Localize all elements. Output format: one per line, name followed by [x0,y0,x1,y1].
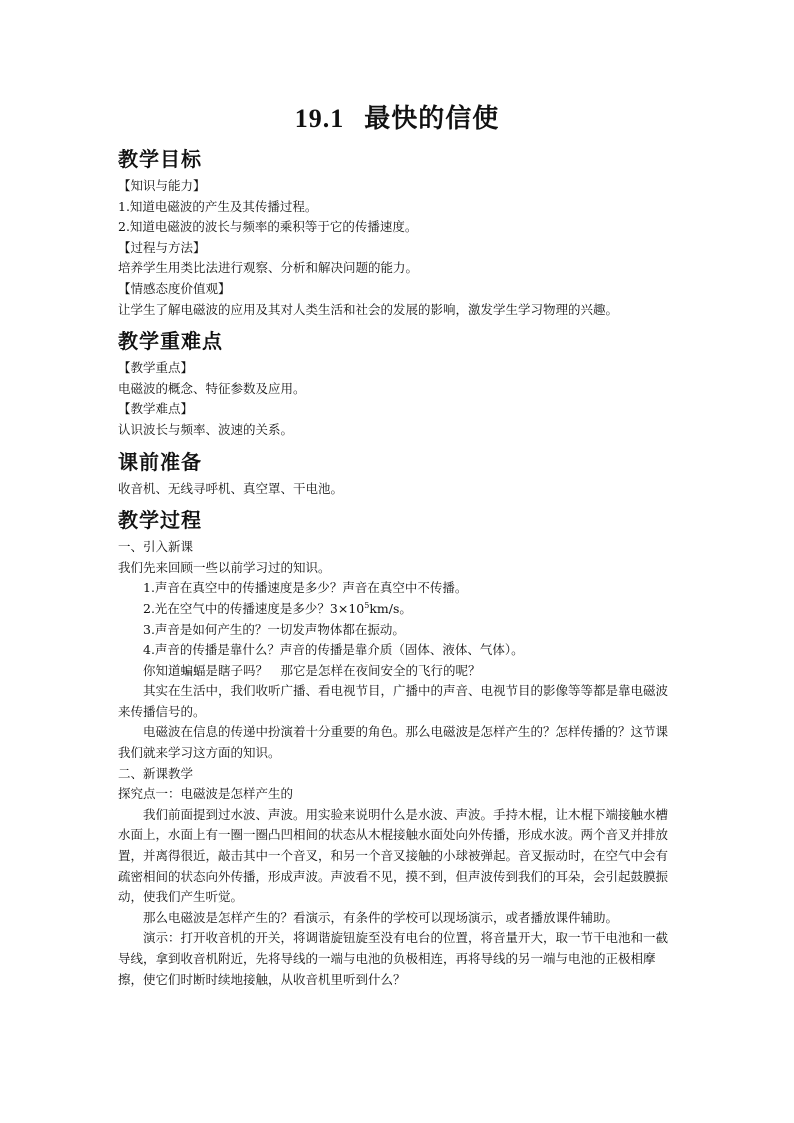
review-question-4: 4.声音的传播是靠什么？声音的传播是靠介质（固体、液体、气体）。 [143,642,524,658]
paragraph-demo: 演示：打开收音机的开关，将调谐旋钮旋至没有电台的位置，将音量开大，取一节干电池和一截导线，拿到收音机附近，先将导线的一端与电池的负极相连，再将导线的另一端与电池的正极相摩擦，使它们时断时续地接触，从收音机里听到什么？ [118,930,669,987]
knowledge-item-1: 1.知道电磁波的产生及其传播过程。 [118,198,318,214]
knowledge-item-2: 2.知道电磁波的波长与频率的乘积等于它的传播速度。 [118,219,418,235]
q2-text-post: km/s。 [369,600,412,616]
document-body [118,142,678,990]
label-focus: 【教学重点】 [118,360,194,376]
label-process-method: 【过程与方法】 [118,239,206,255]
preparation-items: 收音机、无线寻呼机、真空罩、干电池。 [118,480,344,496]
title-text: 最快的信使 [364,104,500,134]
bat-question: 你知道蝙蝠是瞎子吗？ 那它是怎样在夜间安全的飞行的呢？ [143,662,481,678]
focus-item: 电磁波的概念、特征参数及应用。 [118,380,306,396]
paragraph-how-generated: 那么电磁波是怎样产生的？看演示，有条件的学校可以现场演示，或者播放课件辅助。 [143,909,619,925]
intro-lead: 我们先来回顾一些以前学习过的知识。 [118,559,331,575]
heading-preparation: 课前准备 [118,449,202,474]
q2-text-pre: 2.光在空气中的传播速度是多少？3×10 [143,600,365,616]
page-title [0,98,794,135]
label-emotion: 【情感态度价值观】 [118,280,231,296]
process-method-item: 培养学生用类比法进行观察、分析和解决问题的能力。 [118,260,419,276]
difficulty-item: 认识波长与频率、波速的关系。 [118,421,294,437]
heading-keypoints: 教学重难点 [118,329,223,354]
title-number: 19.1 [294,104,345,133]
section-intro-label: 一、引入新课 [118,539,194,555]
heading-teaching-process: 教学过程 [118,508,202,533]
label-difficulty: 【教学难点】 [118,401,194,417]
section-new-lesson-label: 二、新课教学 [118,765,194,781]
review-question-2 [118,599,678,620]
emotion-item: 让学生了解电磁波的应用及其对人类生活和社会的发展的影响，激发学生学习物理的兴趣。 [118,301,619,317]
paragraph-daily-life: 其实在生活中，我们收听广播、看电视节目，广播中的声音、电视节目的影像等等都是靠电磁波来传播信号的。 [118,683,669,719]
heading-objectives: 教学目标 [118,147,202,171]
paragraph-waves: 我们前面提到过水波、声波。用实验来说明什么是水波、声波。手持木棍，让木棍下端接触水槽水面上，水面上有一圈一圈凸凹相间的状态从木棍接触水面处向外传播，形成水波。两个音叉并排放置，并离得很近，敲击其中一个音叉，和另一个音叉接触的小球被弹起。音叉振动时，在空气中会有疏密相间的状态向外传播，形成声波。声波看不见，摸不到，但声波传到我们的耳朵，会引起鼓膜振动，使我们产生听觉。 [118,806,669,905]
explore-point-1: 探究点一：电磁波是怎样产生的 [118,786,294,802]
review-question-1: 1.声音在真空中的传播速度是多少？声音在真空中不传播。 [143,580,468,596]
paragraph-role: 电磁波在信息的传递中扮演着十分重要的角色。那么电磁波是怎样产生的？怎样传播的？这节课我们就来学习这方面的知识。 [118,724,669,761]
label-knowledge: 【知识与能力】 [118,178,206,193]
review-question-3: 3.声音是如何产生的？一切发声物体都在振动。 [143,621,405,637]
q2-exponent: 5 [364,600,370,610]
